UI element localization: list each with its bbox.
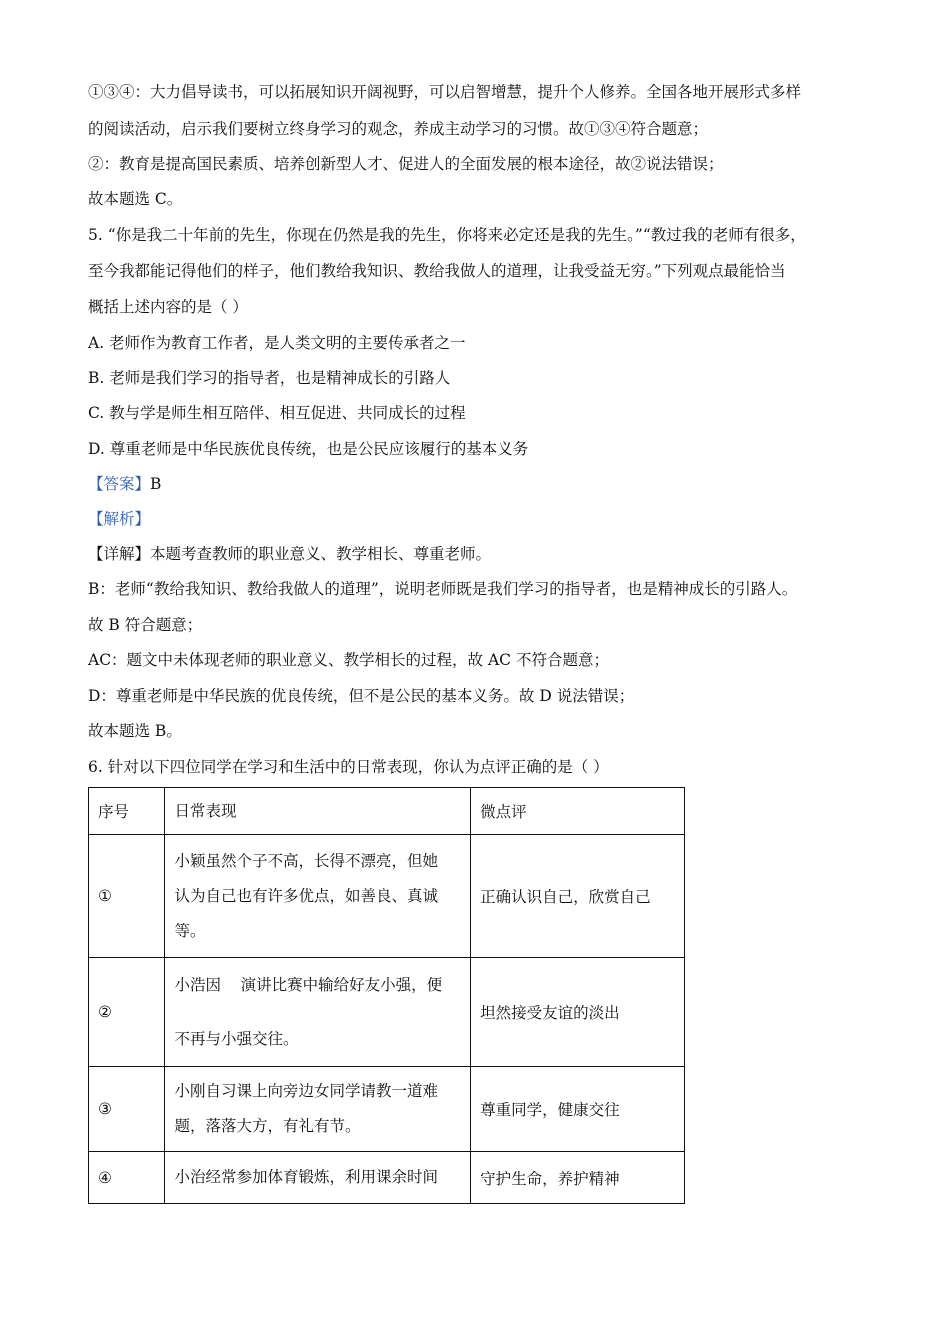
evaluation-table xyxy=(88,787,685,1204)
text-line: 概括上述内容的是（ ） xyxy=(88,298,248,316)
table-row xyxy=(89,1067,685,1152)
row-number: ② xyxy=(89,958,165,1067)
desc-line: 等。 xyxy=(174,921,206,940)
answer-line xyxy=(88,473,161,495)
row-number: ④ xyxy=(89,1152,165,1204)
text-line: ①③④：大力倡导读书，可以拓展知识开阔视野，可以启智增慧，提升个人修养。全国各地开展形式多样 xyxy=(88,83,802,101)
row-number: ③ xyxy=(89,1067,165,1152)
row-number: ① xyxy=(89,835,165,958)
text-line: 故本题选 C。 xyxy=(88,190,183,208)
row-description xyxy=(165,835,471,958)
desc-line: 小颖虽然个子不高，长得不漂亮，但她 xyxy=(174,851,438,870)
question-6-stem: 6. 针对以下四位同学在学习和生活中的日常表现，你认为点评正确的是（ ） xyxy=(88,758,609,776)
detail-line: B：老师“教给我知识、教给我做人的道理”，说明老师既是我们学习的指导者，也是精神成长的引路人。 xyxy=(88,580,798,598)
row-comment: 正确认识自己，欣赏自己 xyxy=(471,835,685,958)
table-header-row xyxy=(89,788,685,835)
table-row xyxy=(89,1152,685,1204)
detail-line: 故 B 符合题意； xyxy=(88,616,203,634)
text-line: 的阅读活动，启示我们要树立终身学习的观念，养成主动学习的习惯。故①③④符合题意； xyxy=(88,120,709,138)
answer-value: B xyxy=(150,475,162,493)
desc-line: 认为自己也有许多优点，如善良、真诚 xyxy=(174,886,438,905)
desc-line: 小浩因 演讲比赛中输给好友小强，便 xyxy=(174,976,443,994)
option-a: A. 老师作为教育工作者，是人类文明的主要传承者之一 xyxy=(88,334,466,352)
detail-line: AC：题文中未体现老师的职业意义、教学相长的过程，故 AC 不符合题意； xyxy=(88,651,609,669)
detail-line: 【详解】本题考查教师的职业意义、教学相长、尊重老师。 xyxy=(88,545,492,563)
desc-line: 小刚自习课上向旁边女同学请教一道难 xyxy=(174,1082,438,1100)
desc-line: 题，落落大方，有礼有节。 xyxy=(174,1117,361,1135)
header-cell: 序号 xyxy=(89,788,165,835)
option-d: D. 尊重老师是中华民族优良传统，也是公民应该履行的基本义务 xyxy=(88,440,529,458)
row-comment: 守护生命，养护精神 xyxy=(471,1152,685,1204)
desc-line: 小治经常参加体育锻炼，利用课余时间 xyxy=(174,1168,438,1186)
detail-line: D：尊重老师是中华民族的优良传统，但不是公民的基本义务。故 D 说法错误； xyxy=(88,687,635,705)
text-line: 至今我都能记得他们的样子，他们教给我知识、教给我做人的道理，让我受益无穷。”下列观点最能恰当 xyxy=(88,262,786,280)
row-comment: 尊重同学，健康交往 xyxy=(471,1067,685,1152)
row-description xyxy=(165,1067,471,1152)
text-line: ②：教育是提高国民素质、培养创新型人才、促进人的全面发展的根本途径，故②说法错误； xyxy=(88,155,724,173)
table-row xyxy=(89,835,685,958)
row-comment: 坦然接受友谊的淡出 xyxy=(471,958,685,1067)
question-5-stem: 5. “你是我二十年前的先生，你现在仍然是我的先生，你将来必定还是我的先生。”“教过我的老师有很多， xyxy=(88,226,806,244)
option-b: B. 老师是我们学习的指导者，也是精神成长的引路人 xyxy=(88,369,451,387)
header-cell: 微点评 xyxy=(471,788,685,835)
desc-line: 不再与小强交往。 xyxy=(174,1030,299,1048)
option-c: C. 教与学是师生相互陪伴、相互促进、共同成长的过程 xyxy=(88,404,466,422)
answer-tag: 【答案】 xyxy=(88,475,151,493)
header-cell: 日常表现 xyxy=(165,788,471,835)
row-description xyxy=(165,958,471,1067)
table-row xyxy=(89,958,685,1067)
analysis-tag: 【解析】 xyxy=(88,510,151,528)
detail-line: 故本题选 B。 xyxy=(88,722,182,740)
row-description xyxy=(165,1152,471,1204)
